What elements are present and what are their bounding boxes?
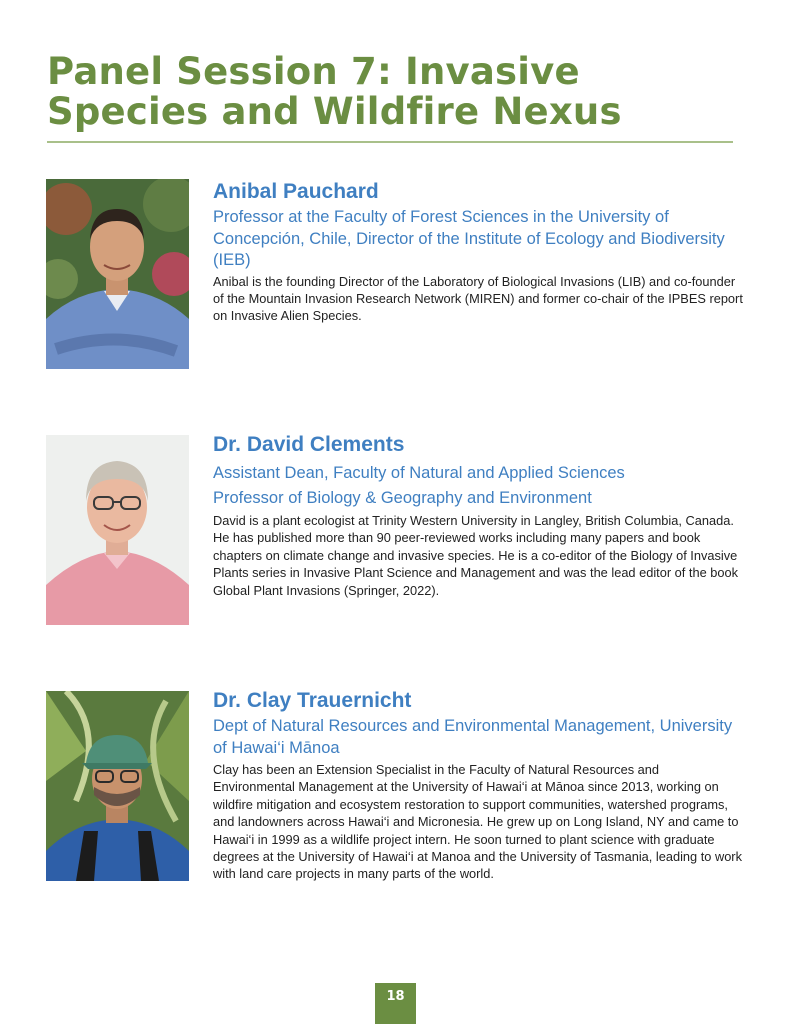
speaker-bio: Anibal is the founding Director of the Laboratory of Biological Invasions (LIB) and co-founder of the Mountain Invasion Research Network (MIREN) and former co-chair of the IPBES report on Invasive Alien Species. bbox=[213, 273, 743, 324]
speaker-title: Professor of Biology & Geography and Environment bbox=[213, 489, 592, 507]
speaker-photo bbox=[46, 179, 189, 369]
speaker-photo bbox=[46, 691, 189, 881]
title-divider bbox=[47, 141, 733, 143]
speaker-photo bbox=[46, 435, 189, 625]
speaker-name: Dr. David Clements bbox=[213, 433, 405, 456]
page-title: Panel Session 7: Invasive Species and Wildfire Nexus bbox=[47, 50, 622, 133]
speaker-title: Assistant Dean, Faculty of Natural and Applied Sciences bbox=[213, 464, 625, 482]
speaker-title: Dept of Natural Resources and Environmental Management, University of Hawai‘i Mānoa bbox=[213, 717, 733, 757]
speaker-title: Professor at the Faculty of Forest Sciences in the University of Concepción, Chile, Director of the Institute of Ecology and Biodiversity (IEB) bbox=[213, 208, 725, 269]
speaker-bio: David is a plant ecologist at Trinity Western University in Langley, British Columbia, Canada. He has published more than 90 peer-reviewed works including many papers and book chapters on climate change and invasive species. He is a co-editor of the Biology of Invasive Plants series in Invasive Plant Science and Management and was the lead editor of the book Global Plant Invasions (Springer, 2022). bbox=[213, 513, 738, 598]
speaker-bio: Clay has been an Extension Specialist in the Faculty of Natural Resources and Environmental Management at the University of Hawai‘i at Mānoa since 2013, working on wildfire mitigation and ecosystem restoration to support communities, watershed programs, and landowners across Hawai‘i and Micronesia. He grew up on Long Island, NY and came to Hawai‘i in 1999 as a wildlife project intern. He soon turned to plant science with graduate degrees at the University of Hawai‘i at Manoa and the University of Tasmania, leading to work with land care projects in many parts of the world. bbox=[213, 762, 742, 882]
speaker-name: Dr. Clay Trauernicht bbox=[213, 689, 412, 712]
page-number: 18 bbox=[375, 983, 416, 1024]
speaker-name: Anibal Pauchard bbox=[213, 180, 379, 203]
